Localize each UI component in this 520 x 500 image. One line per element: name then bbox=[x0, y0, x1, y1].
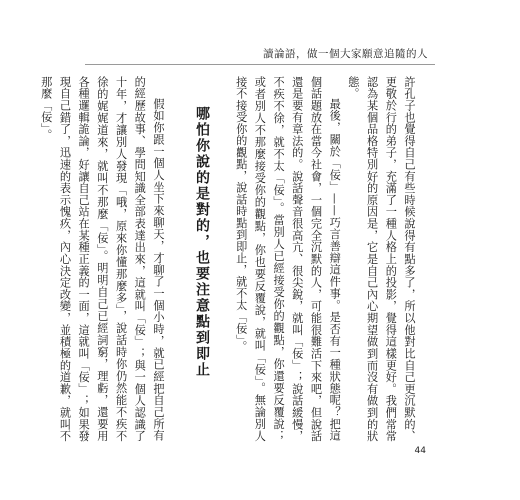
body-text bbox=[39, 76, 418, 442]
header-rule bbox=[85, 64, 435, 65]
running-title: 讀論語，做一個大家願意追隨的人 bbox=[263, 48, 428, 60]
page-number: 44 bbox=[414, 446, 426, 456]
section-heading: 哪怕你說的是對的，也要注意點到即止 bbox=[193, 106, 210, 378]
paragraph: 許孔子也覺得自己有些時候說得有點多了，所以他對比自己更沉默的、更敬於行的弟子，充滿了一種人格上的投影，覺得這樣更好。我們常常認為某個品格特別好的原因是，它是自己內心期望做到而沒有做到的狀態。 bbox=[346, 76, 416, 442]
paragraph: 最後，關於「佞」——巧言善辯這件事。是否有一種狀態呢？把這個話題放在當今社會，一個完全沉默的人，可能很難活下來吧，但說話還是要有章法的。說話聲音很高亢、很尖銳，就叫「佞」；說話緩慢，不疾不徐，就不太「佞」。當別人已經接受你的觀點，你還要反覆說；或者別人不那麼接受你的觀點，你也要反覆說，就叫「佞」。無論別人接不接受你的觀點，說話時點到即止，就不太「佞」。 bbox=[234, 76, 342, 442]
paragraph: 假如你跟一個人坐下來聊天，才聊了一個小時，就已經把自己所有的經歷故事、學問知識全部表達出來，這就叫「佞」；與一個人認識了十年，才讓別人發現「哦，原來你懂那麼多」，說話時你仍然能不疾不徐的娓娓道來，就叫不那麼「佞」。明明自己已經詞窮，理虧，還要用各種邏輯詭論，好讓自己站在某種正義的一面，這就叫「佞」；如果發現自己錯了，迅速的表示愧疚，內心決定改變，並積極的道歉，就叫不那麼「佞」。 bbox=[39, 76, 165, 442]
